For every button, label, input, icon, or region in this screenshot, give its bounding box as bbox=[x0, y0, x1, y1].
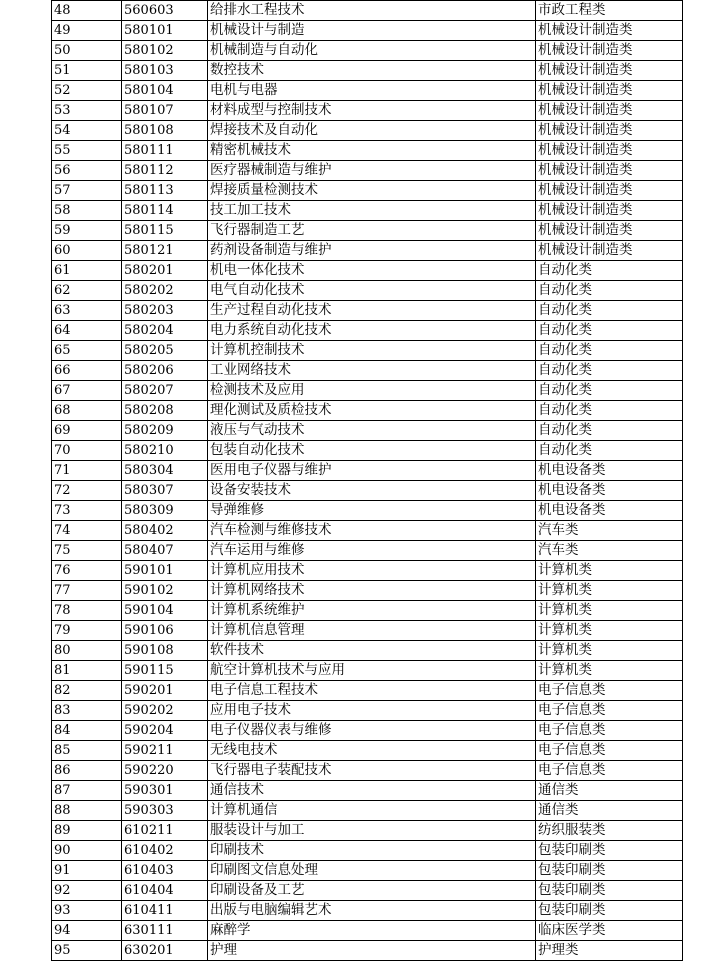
table-row bbox=[52, 161, 683, 181]
major-name-cell: 机械设计与制造 bbox=[208, 21, 536, 41]
major-category-cell: 市政工程类 bbox=[536, 1, 683, 21]
table-row bbox=[52, 221, 683, 241]
table-row bbox=[52, 641, 683, 661]
major-name-cell: 服装设计与加工 bbox=[208, 821, 536, 841]
major-code-cell: 590204 bbox=[122, 721, 208, 741]
major-code-cell: 590220 bbox=[122, 761, 208, 781]
major-name-cell: 材料成型与控制技术 bbox=[208, 101, 536, 121]
major-category-cell: 自动化类 bbox=[536, 381, 683, 401]
major-category-cell: 汽车类 bbox=[536, 541, 683, 561]
major-name-cell: 精密机械技术 bbox=[208, 141, 536, 161]
major-code-cell: 580407 bbox=[122, 541, 208, 561]
major-code-cell: 590301 bbox=[122, 781, 208, 801]
row-number-cell: 75 bbox=[52, 541, 122, 561]
major-category-cell: 计算机类 bbox=[536, 601, 683, 621]
major-name-cell: 导弹维修 bbox=[208, 501, 536, 521]
row-number-cell: 90 bbox=[52, 841, 122, 861]
major-code-cell: 590115 bbox=[122, 661, 208, 681]
major-category-cell: 临床医学类 bbox=[536, 921, 683, 941]
table-row bbox=[52, 381, 683, 401]
table-row bbox=[52, 701, 683, 721]
table-row bbox=[52, 61, 683, 81]
row-number-cell: 55 bbox=[52, 141, 122, 161]
row-number-cell: 84 bbox=[52, 721, 122, 741]
major-code-cell: 610404 bbox=[122, 881, 208, 901]
major-category-cell: 机械设计制造类 bbox=[536, 141, 683, 161]
major-code-cell: 580210 bbox=[122, 441, 208, 461]
row-number-cell: 52 bbox=[52, 81, 122, 101]
table-row bbox=[52, 781, 683, 801]
major-code-cell: 630201 bbox=[122, 941, 208, 961]
major-name-cell: 无线电技术 bbox=[208, 741, 536, 761]
major-code-cell: 580115 bbox=[122, 221, 208, 241]
major-code-cell: 580107 bbox=[122, 101, 208, 121]
major-code-cell: 590101 bbox=[122, 561, 208, 581]
row-number-cell: 70 bbox=[52, 441, 122, 461]
major-code-cell: 590303 bbox=[122, 801, 208, 821]
major-category-cell: 自动化类 bbox=[536, 341, 683, 361]
table-row bbox=[52, 821, 683, 841]
row-number-cell: 61 bbox=[52, 261, 122, 281]
row-number-cell: 86 bbox=[52, 761, 122, 781]
major-name-cell: 包装自动化技术 bbox=[208, 441, 536, 461]
major-code-cell: 580203 bbox=[122, 301, 208, 321]
major-code-cell: 580307 bbox=[122, 481, 208, 501]
major-code-cell: 580103 bbox=[122, 61, 208, 81]
row-number-cell: 88 bbox=[52, 801, 122, 821]
table-row bbox=[52, 341, 683, 361]
table-row bbox=[52, 841, 683, 861]
table-row bbox=[52, 281, 683, 301]
major-category-cell: 自动化类 bbox=[536, 301, 683, 321]
major-category-cell: 自动化类 bbox=[536, 361, 683, 381]
major-code-cell: 580309 bbox=[122, 501, 208, 521]
table-row bbox=[52, 561, 683, 581]
row-number-cell: 85 bbox=[52, 741, 122, 761]
major-category-cell: 机电设备类 bbox=[536, 501, 683, 521]
major-category-cell: 通信类 bbox=[536, 781, 683, 801]
major-category-cell: 机械设计制造类 bbox=[536, 21, 683, 41]
row-number-cell: 65 bbox=[52, 341, 122, 361]
major-name-cell: 印刷技术 bbox=[208, 841, 536, 861]
table-row bbox=[52, 401, 683, 421]
major-name-cell: 生产过程自动化技术 bbox=[208, 301, 536, 321]
major-list-table bbox=[51, 0, 683, 961]
row-number-cell: 57 bbox=[52, 181, 122, 201]
major-code-cell: 580111 bbox=[122, 141, 208, 161]
major-name-cell: 应用电子技术 bbox=[208, 701, 536, 721]
row-number-cell: 83 bbox=[52, 701, 122, 721]
major-code-cell: 580114 bbox=[122, 201, 208, 221]
major-name-cell: 数控技术 bbox=[208, 61, 536, 81]
major-code-cell: 590202 bbox=[122, 701, 208, 721]
major-code-cell: 630111 bbox=[122, 921, 208, 941]
major-name-cell: 电力系统自动化技术 bbox=[208, 321, 536, 341]
table-row bbox=[52, 661, 683, 681]
table-row bbox=[52, 1, 683, 21]
major-code-cell: 580101 bbox=[122, 21, 208, 41]
major-name-cell: 电机与电器 bbox=[208, 81, 536, 101]
row-number-cell: 71 bbox=[52, 461, 122, 481]
table-row bbox=[52, 741, 683, 761]
major-name-cell: 汽车运用与维修 bbox=[208, 541, 536, 561]
major-name-cell: 通信技术 bbox=[208, 781, 536, 801]
table-row bbox=[52, 601, 683, 621]
major-name-cell: 技工加工技术 bbox=[208, 201, 536, 221]
major-category-cell: 电子信息类 bbox=[536, 741, 683, 761]
table-row bbox=[52, 101, 683, 121]
major-code-cell: 580209 bbox=[122, 421, 208, 441]
table-row bbox=[52, 761, 683, 781]
major-code-cell: 560603 bbox=[122, 1, 208, 21]
major-category-cell: 机械设计制造类 bbox=[536, 201, 683, 221]
row-number-cell: 54 bbox=[52, 121, 122, 141]
major-category-cell: 自动化类 bbox=[536, 401, 683, 421]
major-category-cell: 机械设计制造类 bbox=[536, 61, 683, 81]
row-number-cell: 72 bbox=[52, 481, 122, 501]
table-row bbox=[52, 681, 683, 701]
major-code-cell: 580108 bbox=[122, 121, 208, 141]
major-name-cell: 液压与气动技术 bbox=[208, 421, 536, 441]
major-code-cell: 580402 bbox=[122, 521, 208, 541]
major-name-cell: 计算机网络技术 bbox=[208, 581, 536, 601]
major-code-cell: 580207 bbox=[122, 381, 208, 401]
row-number-cell: 62 bbox=[52, 281, 122, 301]
row-number-cell: 91 bbox=[52, 861, 122, 881]
row-number-cell: 48 bbox=[52, 1, 122, 21]
major-category-cell: 自动化类 bbox=[536, 281, 683, 301]
major-category-cell: 包装印刷类 bbox=[536, 881, 683, 901]
major-category-cell: 包装印刷类 bbox=[536, 841, 683, 861]
table-row bbox=[52, 421, 683, 441]
major-category-cell: 自动化类 bbox=[536, 261, 683, 281]
major-name-cell: 出版与电脑编辑艺术 bbox=[208, 901, 536, 921]
major-code-cell: 580121 bbox=[122, 241, 208, 261]
row-number-cell: 76 bbox=[52, 561, 122, 581]
major-category-cell: 护理类 bbox=[536, 941, 683, 961]
table-row bbox=[52, 141, 683, 161]
table-row bbox=[52, 41, 683, 61]
major-name-cell: 医疗器械制造与维护 bbox=[208, 161, 536, 181]
table-row bbox=[52, 261, 683, 281]
table-row bbox=[52, 441, 683, 461]
major-code-cell: 610211 bbox=[122, 821, 208, 841]
major-category-cell: 计算机类 bbox=[536, 561, 683, 581]
major-category-cell: 包装印刷类 bbox=[536, 861, 683, 881]
table-row bbox=[52, 321, 683, 341]
major-name-cell: 电气自动化技术 bbox=[208, 281, 536, 301]
major-name-cell: 计算机控制技术 bbox=[208, 341, 536, 361]
major-name-cell: 电子信息工程技术 bbox=[208, 681, 536, 701]
major-category-cell: 电子信息类 bbox=[536, 701, 683, 721]
major-code-cell: 610402 bbox=[122, 841, 208, 861]
row-number-cell: 59 bbox=[52, 221, 122, 241]
table-row bbox=[52, 301, 683, 321]
major-code-cell: 580113 bbox=[122, 181, 208, 201]
major-category-cell: 纺织服装类 bbox=[536, 821, 683, 841]
major-category-cell: 自动化类 bbox=[536, 441, 683, 461]
major-category-cell: 计算机类 bbox=[536, 621, 683, 641]
table-row bbox=[52, 121, 683, 141]
row-number-cell: 79 bbox=[52, 621, 122, 641]
major-code-cell: 590104 bbox=[122, 601, 208, 621]
major-name-cell: 麻醉学 bbox=[208, 921, 536, 941]
table-row bbox=[52, 481, 683, 501]
major-category-cell: 机械设计制造类 bbox=[536, 121, 683, 141]
major-name-cell: 护理 bbox=[208, 941, 536, 961]
major-category-cell: 机械设计制造类 bbox=[536, 181, 683, 201]
row-number-cell: 78 bbox=[52, 601, 122, 621]
major-name-cell: 计算机信息管理 bbox=[208, 621, 536, 641]
row-number-cell: 66 bbox=[52, 361, 122, 381]
major-code-cell: 590106 bbox=[122, 621, 208, 641]
major-name-cell: 航空计算机技术与应用 bbox=[208, 661, 536, 681]
major-category-cell: 机械设计制造类 bbox=[536, 221, 683, 241]
major-name-cell: 计算机应用技术 bbox=[208, 561, 536, 581]
major-name-cell: 印刷图文信息处理 bbox=[208, 861, 536, 881]
table-row bbox=[52, 21, 683, 41]
row-number-cell: 53 bbox=[52, 101, 122, 121]
table-row bbox=[52, 241, 683, 261]
table-row bbox=[52, 521, 683, 541]
row-number-cell: 94 bbox=[52, 921, 122, 941]
major-code-cell: 610403 bbox=[122, 861, 208, 881]
major-code-cell: 580304 bbox=[122, 461, 208, 481]
row-number-cell: 50 bbox=[52, 41, 122, 61]
major-category-cell: 机械设计制造类 bbox=[536, 101, 683, 121]
major-name-cell: 焊接技术及自动化 bbox=[208, 121, 536, 141]
row-number-cell: 58 bbox=[52, 201, 122, 221]
major-category-cell: 电子信息类 bbox=[536, 681, 683, 701]
major-name-cell: 机电一体化技术 bbox=[208, 261, 536, 281]
table-row bbox=[52, 861, 683, 881]
major-code-cell: 610411 bbox=[122, 901, 208, 921]
major-category-cell: 计算机类 bbox=[536, 641, 683, 661]
table-row bbox=[52, 541, 683, 561]
table-row bbox=[52, 201, 683, 221]
table-row bbox=[52, 941, 683, 961]
row-number-cell: 49 bbox=[52, 21, 122, 41]
major-name-cell: 设备安装技术 bbox=[208, 481, 536, 501]
major-category-cell: 机械设计制造类 bbox=[536, 241, 683, 261]
major-name-cell: 计算机通信 bbox=[208, 801, 536, 821]
major-name-cell: 检测技术及应用 bbox=[208, 381, 536, 401]
major-code-cell: 580208 bbox=[122, 401, 208, 421]
major-name-cell: 焊接质量检测技术 bbox=[208, 181, 536, 201]
table-body bbox=[52, 1, 683, 961]
major-category-cell: 电子信息类 bbox=[536, 761, 683, 781]
major-code-cell: 580202 bbox=[122, 281, 208, 301]
major-category-cell: 计算机类 bbox=[536, 581, 683, 601]
row-number-cell: 60 bbox=[52, 241, 122, 261]
major-category-cell: 电子信息类 bbox=[536, 721, 683, 741]
major-category-cell: 机电设备类 bbox=[536, 461, 683, 481]
major-name-cell: 软件技术 bbox=[208, 641, 536, 661]
major-code-cell: 590102 bbox=[122, 581, 208, 601]
table-row bbox=[52, 501, 683, 521]
major-category-cell: 自动化类 bbox=[536, 321, 683, 341]
major-category-cell: 汽车类 bbox=[536, 521, 683, 541]
major-name-cell: 药剂设备制造与维护 bbox=[208, 241, 536, 261]
major-code-cell: 580205 bbox=[122, 341, 208, 361]
row-number-cell: 77 bbox=[52, 581, 122, 601]
major-category-cell: 自动化类 bbox=[536, 421, 683, 441]
row-number-cell: 67 bbox=[52, 381, 122, 401]
table-row bbox=[52, 801, 683, 821]
table-row bbox=[52, 881, 683, 901]
major-name-cell: 工业网络技术 bbox=[208, 361, 536, 381]
major-code-cell: 580102 bbox=[122, 41, 208, 61]
major-category-cell: 通信类 bbox=[536, 801, 683, 821]
row-number-cell: 74 bbox=[52, 521, 122, 541]
major-name-cell: 电子仪器仪表与维修 bbox=[208, 721, 536, 741]
row-number-cell: 63 bbox=[52, 301, 122, 321]
table-row bbox=[52, 461, 683, 481]
major-category-cell: 计算机类 bbox=[536, 661, 683, 681]
row-number-cell: 82 bbox=[52, 681, 122, 701]
major-category-cell: 机械设计制造类 bbox=[536, 161, 683, 181]
major-code-cell: 580104 bbox=[122, 81, 208, 101]
row-number-cell: 80 bbox=[52, 641, 122, 661]
row-number-cell: 56 bbox=[52, 161, 122, 181]
table-row bbox=[52, 901, 683, 921]
major-code-cell: 590108 bbox=[122, 641, 208, 661]
table-row bbox=[52, 621, 683, 641]
row-number-cell: 95 bbox=[52, 941, 122, 961]
major-code-cell: 580112 bbox=[122, 161, 208, 181]
table-row bbox=[52, 81, 683, 101]
major-category-cell: 机械设计制造类 bbox=[536, 81, 683, 101]
row-number-cell: 51 bbox=[52, 61, 122, 81]
row-number-cell: 73 bbox=[52, 501, 122, 521]
row-number-cell: 87 bbox=[52, 781, 122, 801]
major-name-cell: 汽车检测与维修技术 bbox=[208, 521, 536, 541]
table-row bbox=[52, 921, 683, 941]
major-code-cell: 580206 bbox=[122, 361, 208, 381]
row-number-cell: 93 bbox=[52, 901, 122, 921]
table-row bbox=[52, 581, 683, 601]
table-row bbox=[52, 181, 683, 201]
major-code-cell: 590211 bbox=[122, 741, 208, 761]
major-name-cell: 飞行器电子装配技术 bbox=[208, 761, 536, 781]
major-name-cell: 飞行器制造工艺 bbox=[208, 221, 536, 241]
row-number-cell: 68 bbox=[52, 401, 122, 421]
major-code-cell: 580201 bbox=[122, 261, 208, 281]
major-code-cell: 580204 bbox=[122, 321, 208, 341]
row-number-cell: 81 bbox=[52, 661, 122, 681]
table-row bbox=[52, 721, 683, 741]
major-category-cell: 包装印刷类 bbox=[536, 901, 683, 921]
row-number-cell: 64 bbox=[52, 321, 122, 341]
major-category-cell: 机械设计制造类 bbox=[536, 41, 683, 61]
major-code-cell: 590201 bbox=[122, 681, 208, 701]
major-name-cell: 理化测试及质检技术 bbox=[208, 401, 536, 421]
major-name-cell: 给排水工程技术 bbox=[208, 1, 536, 21]
major-name-cell: 计算机系统维护 bbox=[208, 601, 536, 621]
row-number-cell: 92 bbox=[52, 881, 122, 901]
major-name-cell: 印刷设备及工艺 bbox=[208, 881, 536, 901]
major-category-cell: 机电设备类 bbox=[536, 481, 683, 501]
major-name-cell: 医用电子仪器与维护 bbox=[208, 461, 536, 481]
row-number-cell: 69 bbox=[52, 421, 122, 441]
table-row bbox=[52, 361, 683, 381]
row-number-cell: 89 bbox=[52, 821, 122, 841]
major-name-cell: 机械制造与自动化 bbox=[208, 41, 536, 61]
